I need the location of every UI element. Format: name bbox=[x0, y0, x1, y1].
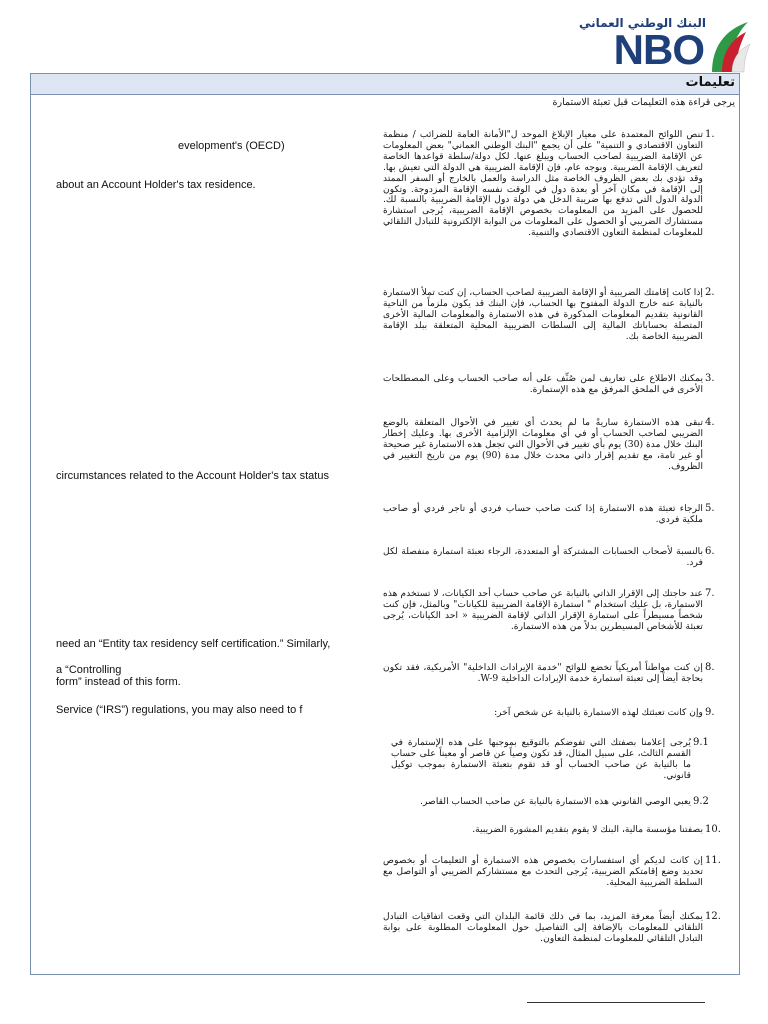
intro-text: يرجى قراءة هذه التعليمات قبل تعبئة الاستمارة bbox=[552, 97, 735, 108]
english-fragment: form” instead of this form. bbox=[56, 676, 181, 688]
subitem-number: 9.2 bbox=[693, 796, 709, 807]
instruction-item bbox=[383, 546, 715, 569]
instruction-item bbox=[383, 417, 715, 473]
english-fragment: a “Controlling bbox=[56, 664, 122, 676]
item-number: 2. bbox=[705, 287, 715, 298]
item-number: 12. bbox=[705, 911, 721, 922]
item-text: تنص اللوائح المعتمدة على معيار الإبلاغ الموحد ل"الأمانة العامة للضرائب / منظمة التعاون الاقتصادي و التنمية" على أن يجمع "البنك الوطني العماني" بعض المعلومات عن الإقامة الضريبية لصاحب الحساب ويبلغ عنها. لكل دولة/سلطة قواعدها الخاصة لتعريف الإقامة الضريبية. وبوجه عام، فإن الإقامة الضريبية هي الدولة التي تعيش بها. وقد تؤدي بك بعض الظروف الخاصة مثل الدراسة والعمل بالخارج أو السفر الممتد إلى الإقامة في مكان آخر أو بعدة دول في الوقت نفسه الإقامة المزدوجة. وتكون الدولة الدول التي تدفع بها ضريبة الدخل هي دولة دول الإقامة الضريبية بالنسبة لك. للحصول على المزيد من المعلومات بخصوص الإقامة الضريبية، يُرجى استشارة مستشارك الضريبي أو الحصول على المعلومات من البوابة الإلكترونية للتبادل التلقائي للمعلومات لمنظمة التعاون الاقتصادي والتنمية. bbox=[383, 129, 703, 239]
item-text: الرجاء تعبئة هذه الاستمارة إذا كنت صاحب حساب فردي أو تاجر فردي أو صاحب ملكية فردي. bbox=[383, 503, 703, 525]
nbo-emblem-icon bbox=[706, 14, 754, 76]
bank-name-arabic: البنك الوطني العماني bbox=[578, 16, 706, 30]
subitem-text: يُرجى إعلامنا بصفتك التي تفوضكم بالتوقيع بموجبها على هذه الإستمارة في القسم الثالث، على سبيل المثال، قد تكون وصياً عن قاصر أو معيناً على حساب ما بالنيابة عن صاحب الحساب أو قد تقوم بتعبئة الاستمارة بموجب توكيل قانوني. bbox=[391, 737, 691, 781]
instruction-subitem bbox=[391, 796, 709, 808]
english-fragment: about an Account Holder's tax residence. bbox=[56, 179, 256, 191]
english-fragment: circumstances related to the Account Holder's tax status bbox=[56, 470, 329, 482]
item-number: 9. bbox=[705, 707, 715, 718]
instruction-item bbox=[383, 911, 721, 945]
instructions-panel bbox=[30, 73, 740, 975]
instruction-item bbox=[383, 503, 715, 526]
english-fragment: evelopment's (OECD) bbox=[178, 140, 285, 152]
instructions-header bbox=[31, 74, 739, 95]
instruction-item bbox=[383, 662, 715, 685]
instructions-title: تعليمات bbox=[685, 75, 735, 90]
item-number: 3. bbox=[705, 373, 715, 384]
english-fragment: Service (“IRS”) regulations, you may also need to f bbox=[56, 704, 303, 716]
item-text: إن كانت لديكم أي استفسارات بخصوص هذه الاستمارة أو التعليمات أو بخصوص تحديد وضع إقامتكم الضريبية، يُرجى التحدث مع مستشاركم الضريبي أو التواصل مع السلطة الضريبية المحلية. bbox=[383, 855, 703, 888]
item-number: 4. bbox=[705, 417, 715, 428]
instruction-item bbox=[383, 824, 721, 836]
item-text: يمكنك الاطلاع على تعاريف لمن صُنِّف على أنه صاحب الحساب وعلى المصطلحات الأخرى في الملحق المرفق مع هذه الإستمارة. bbox=[383, 373, 703, 395]
instruction-item bbox=[383, 707, 715, 719]
item-number: 11. bbox=[705, 855, 721, 866]
item-text: يمكنك أيضاً معرفة المزيد، بما في ذلك قائمة البلدان التي وقعت اتفاقيات التبادل التلقائي للمعلومات بالإضافة إلى التفاصيل حول المعلومات المطلوبة على بوابة التبادل التلقائي للمعلومات لمنظمة التعاون. bbox=[383, 911, 703, 944]
item-text: إن كنت مواطناً أمريكياً تخضع للوائح "خدمة الإيرادات الداخلية" الأمريكية، فقد تكون بحاجة أيضاً إلى تعبئة استمارة خدمة الإيرادات الداخلية W-9. bbox=[383, 662, 703, 684]
instruction-subitem bbox=[391, 737, 709, 782]
item-number: 10. bbox=[705, 824, 721, 835]
item-text: بصفتنا مؤسسة مالية، البنك لا يقوم بتقديم المشورة الضريبية. bbox=[472, 824, 703, 835]
instruction-item bbox=[383, 588, 715, 633]
item-number: 8. bbox=[705, 662, 715, 673]
instruction-item bbox=[383, 373, 715, 396]
signature-line bbox=[527, 1002, 705, 1003]
english-fragment: need an “Entity tax residency self certification.” Similarly, bbox=[56, 638, 331, 650]
item-text: تبقى هذه الاستمارة ساريةً ما لم يحدث أي تغيير في الأحوال المتعلقة بالوضع الضريبي لصاحب الحساب أو في أي معلومات الإلزامية الأخرى بها. وعليك إخطار البنك خلال مدة (30) يوم بأي تغيير في الأحوال التي تجعل هذه الاستمارة غير صحيحة أو غير تامة، مع تقديم إقرار ذاتي محدث خلال مدة (90) يوم من تاريخ التغيير في الظروف. bbox=[383, 417, 703, 472]
item-number: 6. bbox=[705, 546, 715, 557]
subitem-text: يعبي الوصي القانوني هذه الاستمارة بالنيابة عن صاحب الحساب القاصر. bbox=[420, 796, 691, 807]
instruction-item bbox=[383, 855, 721, 889]
item-text: عند حاجتك إلى الإقرار الذاتي بالنيابة عن صاحب حساب أحد الكيانات، لا تستخدم هذه الاستمارة، بل عليك استخدام " استمارة الإقامة الضريبية للكيانات" وبالمثل، فإن كنت شخصاً مسيطراً على استمارة الإقرار الذاتي لإقامة الضريبية « احد الكيانات، يُرجى تعبئة للأشخاص المسيطرين بدلاً من هذه الاستمارة. bbox=[383, 588, 703, 632]
item-text: بالنسبة لأصحاب الحسابات المشتركة أو المتعددة، الرجاء تعبئة استمارة منفصلة لكل فرد. bbox=[383, 546, 703, 568]
instruction-item bbox=[383, 129, 715, 239]
item-number: 1. bbox=[705, 129, 715, 140]
item-number: 7. bbox=[705, 588, 715, 599]
item-text: وإن كانت تعبئتك لهذه الاستمارة بالنيابة عن شخص آخر: bbox=[494, 707, 703, 718]
nbo-logo bbox=[578, 14, 754, 76]
subitem-number: 9.1 bbox=[693, 737, 709, 748]
instruction-item bbox=[383, 287, 715, 343]
nbo-wordmark: NBO bbox=[613, 26, 704, 73]
item-number: 5. bbox=[705, 503, 715, 514]
item-text: إذا كانت إقامتك الضريبية أو الإقامة الضريبية لصاحب الحساب، إن كنت تملأ الاستمارة بالنيابة عنه خارج الدولة المفتوح بها الحساب، فإن البنك قد يكون ملزماً من الناحية القانونية بتقديم المعلومات المذكورة في هذه الاستمارة والمعلومات المالية الأخرى المتصلة بحساباتك المالية إلى السلطات الضريبية المحلية المتعلقة ببلد الإقامة الضريبية الخاصة بك. bbox=[383, 287, 703, 342]
